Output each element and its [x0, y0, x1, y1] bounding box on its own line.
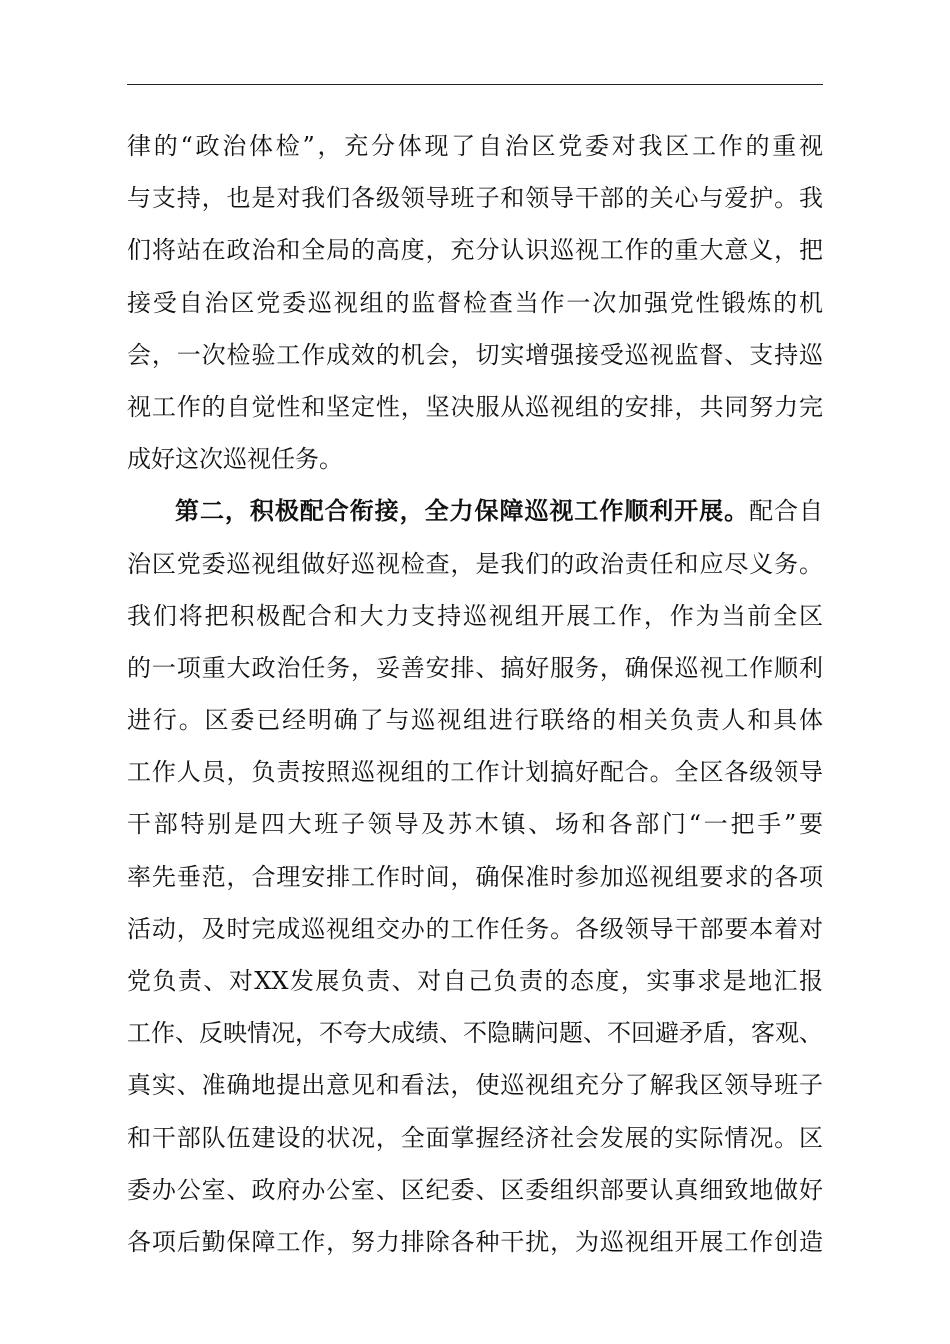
text-line: 工作人员，负责按照巡视组的工作计划搞好配合。全区各级领导 — [127, 758, 823, 787]
text-line: 活动，及时完成巡视组交办的工作任务。各级领导干部要本着对 — [127, 914, 823, 943]
text-line: 工作、反映情况，不夸大成绩、不隐瞒问题、不回避矛盾，客观、 — [127, 1019, 823, 1048]
text-line: 真实、准确地提出意见和看法，使巡视组充分了解我区领导班子 — [127, 1071, 823, 1100]
text-line: 率先垂范，合理安排工作时间，确保准时参加巡视组要求的各项 — [127, 862, 823, 891]
text-line: 各项后勤保障工作，努力排除各种干扰，为巡视组开展工作创造 — [127, 1227, 823, 1256]
text-line: 的一项重大政治任务，妥善安排、搞好服务，确保巡视工作顺利 — [127, 653, 823, 682]
section-heading: 第二，积极配合衔接，全力保障巡视工作顺利开展。 — [175, 496, 750, 526]
document-body — [127, 120, 823, 1268]
text-line: 会，一次检验工作成效的机会，切实增强接受巡视监督、支持巡 — [127, 340, 823, 369]
paragraph-first-line — [127, 485, 823, 537]
header-rule — [127, 84, 823, 85]
text-line: 接受自治区党委巡视组的监督检查当作一次加强党性锻炼的机 — [127, 288, 823, 317]
text-line: 成好这次巡视任务。 — [127, 445, 343, 474]
text-span: 配合自 — [749, 497, 823, 526]
text-line: 干部特别是四大班子领导及苏木镇、场和各部门“一把手”要 — [127, 810, 823, 839]
text-line: 党负责、对XX发展负责、对自己负责的态度，实事求是地汇报 — [127, 967, 823, 995]
text-line: 治区党委巡视组做好巡视检查，是我们的政治责任和应尽义务。 — [127, 549, 823, 578]
text-line: 们将站在政治和全局的高度，充分认识巡视工作的重大意义，把 — [127, 236, 823, 265]
text-line: 与支持，也是对我们各级领导班子和领导干部的关心与爱护。我 — [127, 184, 823, 213]
text-line: 我们将把积极配合和大力支持巡视组开展工作，作为当前全区 — [127, 601, 823, 630]
text-line: 委办公室、政府办公室、区纪委、区委组织部要认真细致地做好 — [127, 1175, 823, 1204]
text-line: 和干部队伍建设的状况，全面掌握经济社会发展的实际情况。区 — [127, 1123, 823, 1152]
text-line: 律的“政治体检”，充分体现了自治区党委对我区工作的重视 — [127, 132, 823, 160]
text-line: 进行。区委已经明确了与巡视组进行联络的相关负责人和具体 — [127, 706, 823, 735]
paragraph-2 — [127, 485, 823, 1268]
text-line: 视工作的自觉性和坚定性，坚决服从巡视组的安排，共同努力完 — [127, 392, 823, 421]
paragraph-1 — [127, 120, 823, 485]
